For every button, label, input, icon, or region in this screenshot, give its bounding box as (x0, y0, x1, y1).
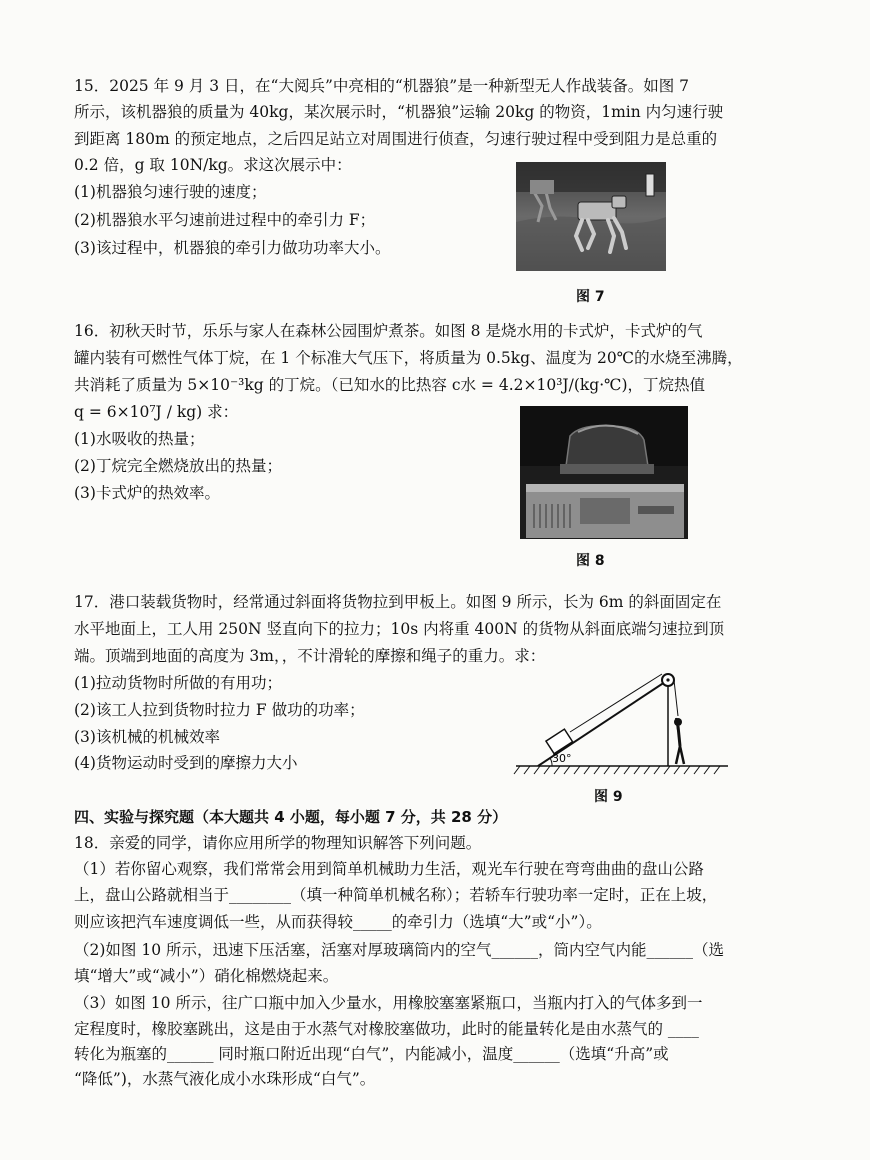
q18-line-9: 转化为瓶塞的______ 同时瓶口附近出现“白气”，内能减小，温度______（选填“升高”或 (74, 1045, 669, 1063)
q15-sub-1: (1)机器狼匀速行驶的速度； (74, 183, 267, 201)
figure-9-caption: 图 9 (594, 789, 623, 805)
section-4-heading: 四、实验与探究题（本大题共 4 小题，每小题 7 分，共 28 分） (74, 808, 508, 826)
q18-line-1: 18．亲爱的同学，请你应用所学的物理知识解答下列问题。 (74, 834, 482, 852)
q16-line-1: 16．初秋天时节，乐乐与家人在森林公园围炉煮茶。如图 8 是烧水用的卡式炉，卡式炉的气 (74, 322, 703, 340)
q16-sub-3: (3)卡式炉的热效率。 (74, 484, 220, 502)
q18-line-7: （3）如图 10 所示，往广口瓶中加入少量水，用橡胶塞塞紧瓶口，当瓶内打入的气体多到一 (74, 994, 703, 1012)
q18-line-4: 则应该把汽车速度调低一些，从而获得较_____的牵引力（选填“大”或“小”）。 (74, 913, 602, 931)
q17-sub-1: (1)拉动货物时所做的有用功； (74, 674, 282, 692)
cassette-stove-photo (520, 406, 688, 539)
q17-sub-2: (2)该工人拉到货物时拉力 F 做功的功率； (74, 701, 365, 719)
q18-line-3: 上，盘山公路就相当于________（填一种简单机械名称）；若轿车行驶功率一定时，正在上坡， (74, 886, 718, 904)
q17-line-2: 水平地面上，工人用 250N 竖直向下的拉力；10s 内将重 400N 的货物从斜面底端匀速拉到顶 (74, 620, 725, 638)
q17-line-3: 端。顶端到地面的高度为 3m，，不计滑轮的摩擦和绳子的重力。求： (74, 647, 546, 665)
q17-sub-3: (3)该机械的机械效率 (74, 728, 220, 746)
q17-sub-4: (4)货物运动时受到的摩擦力大小 (74, 754, 298, 772)
q18-line-2: （1）若你留心观察，我们常常会用到简单机械助力生活，观光车行驶在弯弯曲曲的盘山公路 (74, 860, 704, 878)
robot-wolf-photo (516, 162, 666, 271)
q17-line-1: 17．港口装载货物时，经常通过斜面将货物拉到甲板上。如图 9 所示，长为 6m 的斜面固定在 (74, 593, 722, 611)
q18-line-8: 定程度时，橡胶塞跳出，这是由于水蒸气对橡胶塞做功，此时的能量转化是由水蒸气的 ____ (74, 1020, 699, 1038)
incline-diagram (512, 664, 732, 776)
q16-sub-2: (2)丁烷完全燃烧放出的热量； (74, 457, 282, 475)
q15-line-4: 0.2 倍，g 取 10N/kg。求这次展示中： (74, 156, 352, 174)
q18-line-6: 填“增大”或“减小”）硝化棉燃烧起来。 (74, 967, 339, 985)
q18-line-5: （2)如图 10 所示，迅速下压活塞，活塞对厚玻璃筒内的空气______，筒内空气内能______（选 (74, 941, 724, 959)
q15-line-1: 15．2025 年 9 月 3 日，在“大阅兵”中亮相的“机器狼”是一种新型无人作战装备。如图 7 (74, 77, 690, 95)
q15-line-3: 到距离 180m 的预定地点，之后四足站立对周围进行侦查，匀速行驶过程中受到阻力是总重的 (74, 130, 718, 148)
q16-line-2: 罐内装有可燃性气体丁烷，在 1 个标准大气压下，将质量为 0.5kg、温度为 20℃的水烧至沸腾， (74, 349, 743, 367)
q15-sub-2: (2)机器狼水平匀速前进过程中的牵引力 F； (74, 211, 376, 229)
figure-7-caption: 图 7 (576, 289, 605, 305)
incline-angle-label: 30° (552, 752, 572, 765)
q16-line-4: q = 6×10⁷J / kg) 求： (74, 403, 239, 421)
q15-sub-3: (3)该过程中，机器狼的牵引力做功功率大小。 (74, 239, 391, 257)
q15-line-2: 所示，该机器狼的质量为 40kg，某次展示时，“机器狼”运输 20kg 的物资，1min 内匀速行驶 (74, 103, 724, 121)
q18-line-10: “降低”)，水蒸气液化成小水珠形成“白气”。 (74, 1070, 376, 1088)
figure-8-caption: 图 8 (576, 553, 605, 569)
q16-line-3: 共消耗了质量为 5×10⁻³kg 的丁烷。（已知水的比热容 c水 = 4.2×10³J/(kg·℃)，丁烷热值 (74, 376, 706, 394)
q16-sub-1: (1)水吸收的热量； (74, 430, 205, 448)
